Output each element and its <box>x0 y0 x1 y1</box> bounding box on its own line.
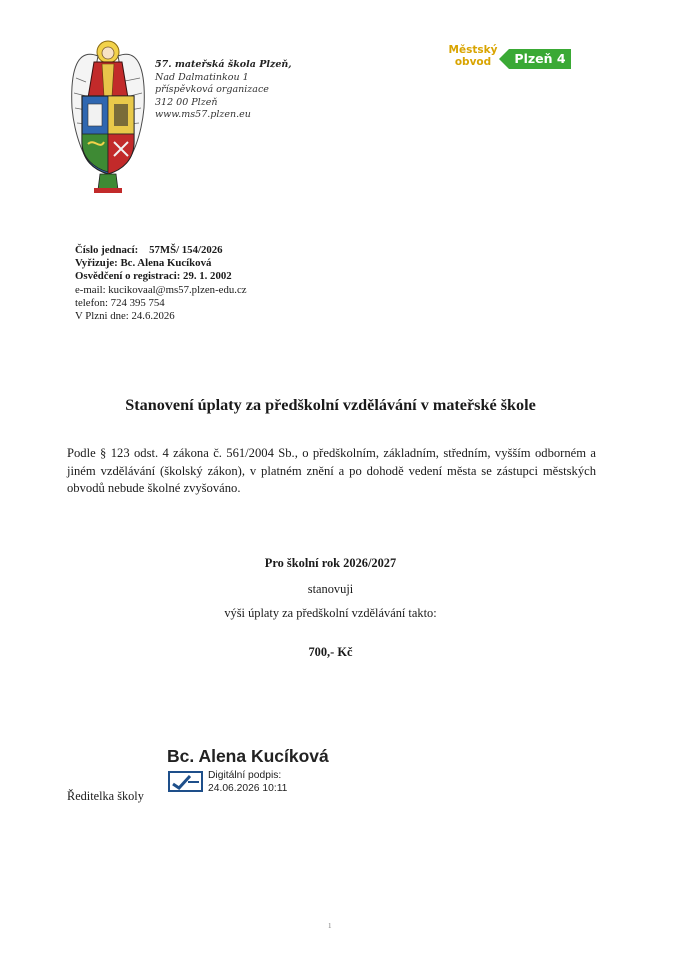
digital-signature-icon <box>168 771 203 792</box>
digital-signature-meta <box>208 770 287 795</box>
reference-number: Číslo jednací: 57MŠ/ 154/2026 <box>75 244 223 256</box>
school-street: Nad Dalmatinkou 1 <box>155 71 249 83</box>
district-logo <box>447 44 573 74</box>
signature-role: Ředitelka školy <box>67 789 144 803</box>
amount-intro: výši úplaty za předškolní vzdělávání takto: <box>224 606 437 620</box>
district-badge <box>499 49 571 69</box>
school-name: 57. mateřská škola Plzeň, <box>155 59 292 70</box>
amount: 700,- Kč <box>308 645 353 659</box>
handler: Vyřizuje: Bc. Alena Kucíková <box>75 257 212 270</box>
digital-date: 24.06.2026 10:11 <box>208 782 288 794</box>
district-badge-label: Plzeň 4 <box>514 51 566 66</box>
email: e-mail: kucikovaal@ms57.plzen-edu.cz <box>75 283 247 296</box>
registration: Osvědčení o registraci: 29. 1. 2002 <box>75 270 232 283</box>
school-city: 312 00 Plzeň <box>155 96 218 108</box>
district-logo-text: Městský obvod <box>448 44 498 68</box>
signature-name: Bc. Alena Kucíková <box>167 746 329 766</box>
page-mark: 1 <box>328 922 332 930</box>
body-paragraph: Podle § 123 odst. 4 zákona č. 561/2004 Sb., o předškolním, základním, středním, vyšším odborném a jiném vzdělávání (školský zákon), v platném znění a po dohodě vedení města se zástupci městských obvodů nebude školné zvyšováno. <box>67 446 596 495</box>
school-org-type: příspěvková organizace <box>155 84 269 95</box>
digital-label: Digitální podpis: <box>208 770 282 781</box>
document-info <box>75 244 247 323</box>
school-address <box>155 59 292 122</box>
place-date: V Plzni dne: 24.6.2026 <box>75 310 175 323</box>
coat-of-arms-icon <box>68 38 148 194</box>
phone: telefon: 724 395 754 <box>75 296 165 309</box>
stanovuji: stanovuji <box>307 582 354 596</box>
school-year: Pro školní rok 2026/2027 <box>264 556 397 570</box>
document-title: Stanovení úplaty za předškolní vzdělávání v mateřské škole <box>125 396 536 414</box>
school-web: www.ms57.plzen.eu <box>155 109 251 120</box>
